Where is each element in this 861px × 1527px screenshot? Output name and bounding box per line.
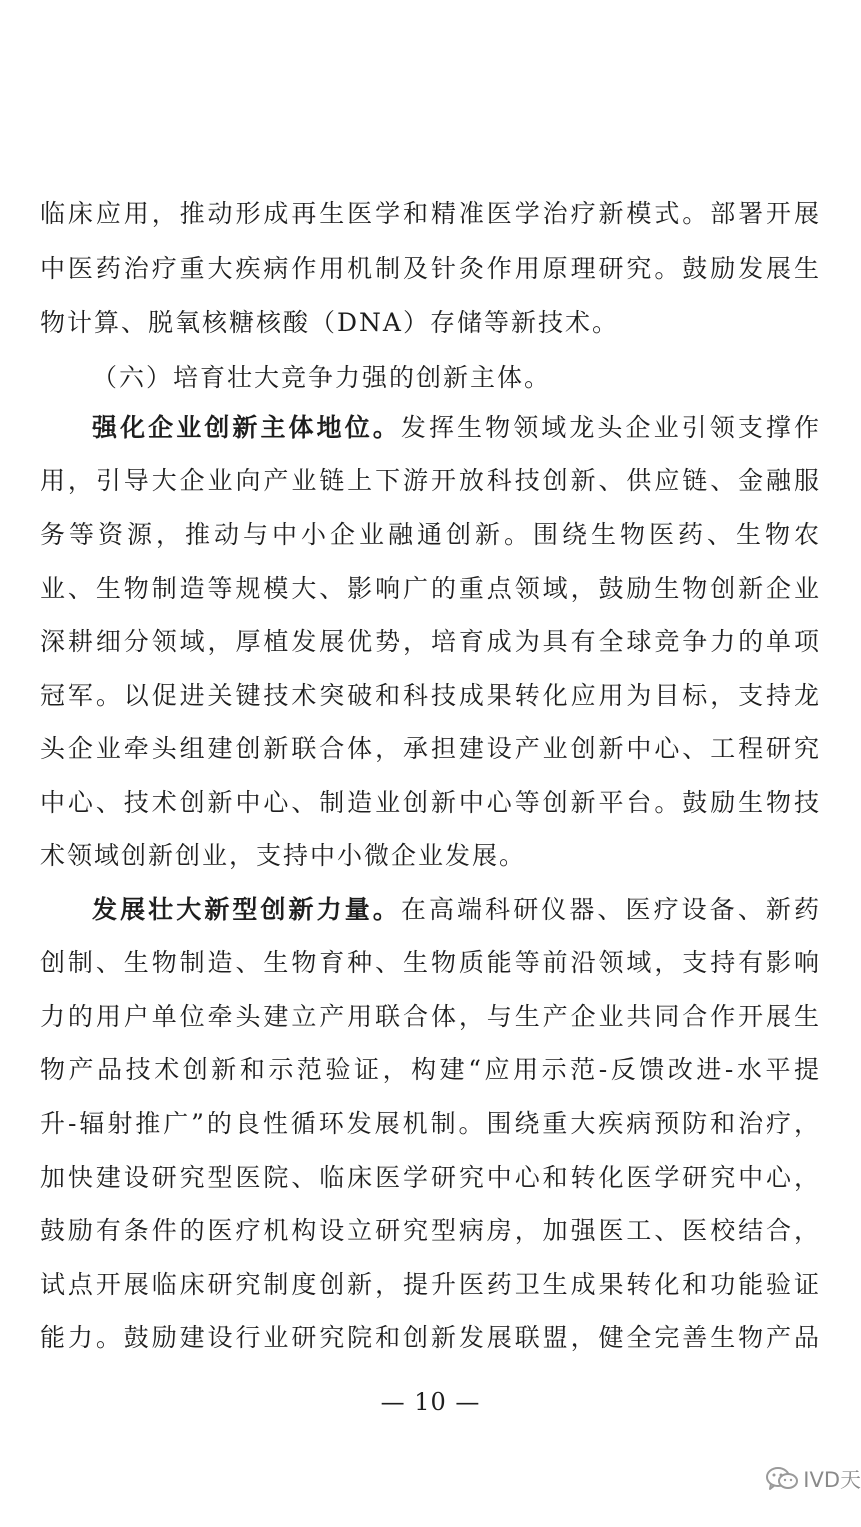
paragraph-1-first-line [92,410,821,446]
wechat-watermark [765,1462,861,1496]
text-line-3: 物计算、脱氧核糖核酸（DNA）存储等新技术。 [40,308,619,337]
paragraph-1-heading: 强化企业创新主体地位。 [92,413,401,442]
text-line-10: 冠军。以促进关键技术突破和科技成果转化应用为目标，支持龙 [40,681,821,710]
text-line-20: 鼓励有条件的医疗机构设立研究型病房，加强医工、医校结合， [40,1216,821,1245]
text-line-2: 中医药治疗重大疾病作用机制及针灸作用原理研究。鼓励发展生 [40,254,821,283]
paragraph-2-first-line [92,892,821,928]
text-line-11: 头企业牵头组建创新联合体，承担建设产业创新中心、工程研究 [40,734,821,763]
paragraph-1-lead: 发挥生物领域龙头企业引领支撑作 [400,413,821,442]
text-line-1: 临床应用，推动形成再生医学和精准医学治疗新模式。部署开展 [40,199,821,228]
text-line-9: 深耕细分领域，厚植发展优势，培育成为具有全球竞争力的单项 [40,627,821,656]
text-line-8: 业、生物制造等规模大、影响广的重点领域，鼓励生物创新企业 [40,574,821,603]
paragraph-2-lead: 在高端科研仪器、医疗设备、新药 [400,895,821,924]
text-line-21: 试点开展临床研究制度创新，提升医药卫生成果转化和功能验证 [40,1270,821,1299]
text-line-18: 升-辐射推广”的良性循环发展机制。围绕重大疾病预防和治疗， [40,1109,821,1138]
text-line-17: 物产品技术创新和示范验证，构建“应用示范-反馈改进-水平提 [40,1055,821,1084]
page-number: — 10 — [380,1388,481,1416]
wechat-icon [765,1466,799,1492]
paragraph-2-heading: 发展壮大新型创新力量。 [92,895,401,924]
text-line-6: 用，引导大企业向产业链上下游开放科技创新、供应链、金融服 [40,466,821,495]
text-line-22: 能力。鼓励建设行业研究院和创新发展联盟，健全完善生物产品 [40,1323,821,1352]
watermark-text: IVD天 [803,1468,861,1492]
text-line-19: 加快建设研究型医院、临床医学研究中心和转化医学研究中心， [40,1163,821,1192]
text-line-16: 力的用户单位牵头建立产用联合体，与生产企业共同合作开展生 [40,1002,821,1031]
text-line-12: 中心、技术创新中心、制造业创新中心等创新平台。鼓励生物技 [40,788,821,817]
section-heading: （六）培育壮大竞争力强的创新主体。 [92,363,552,392]
text-line-13: 术领域创新创业，支持中小微企业发展。 [40,841,527,870]
text-line-15: 创制、生物制造、生物育种、生物质能等前沿领域，支持有影响 [40,948,821,977]
text-line-7: 务等资源，推动与中小企业融通创新。围绕生物医药、生物农 [40,520,821,549]
